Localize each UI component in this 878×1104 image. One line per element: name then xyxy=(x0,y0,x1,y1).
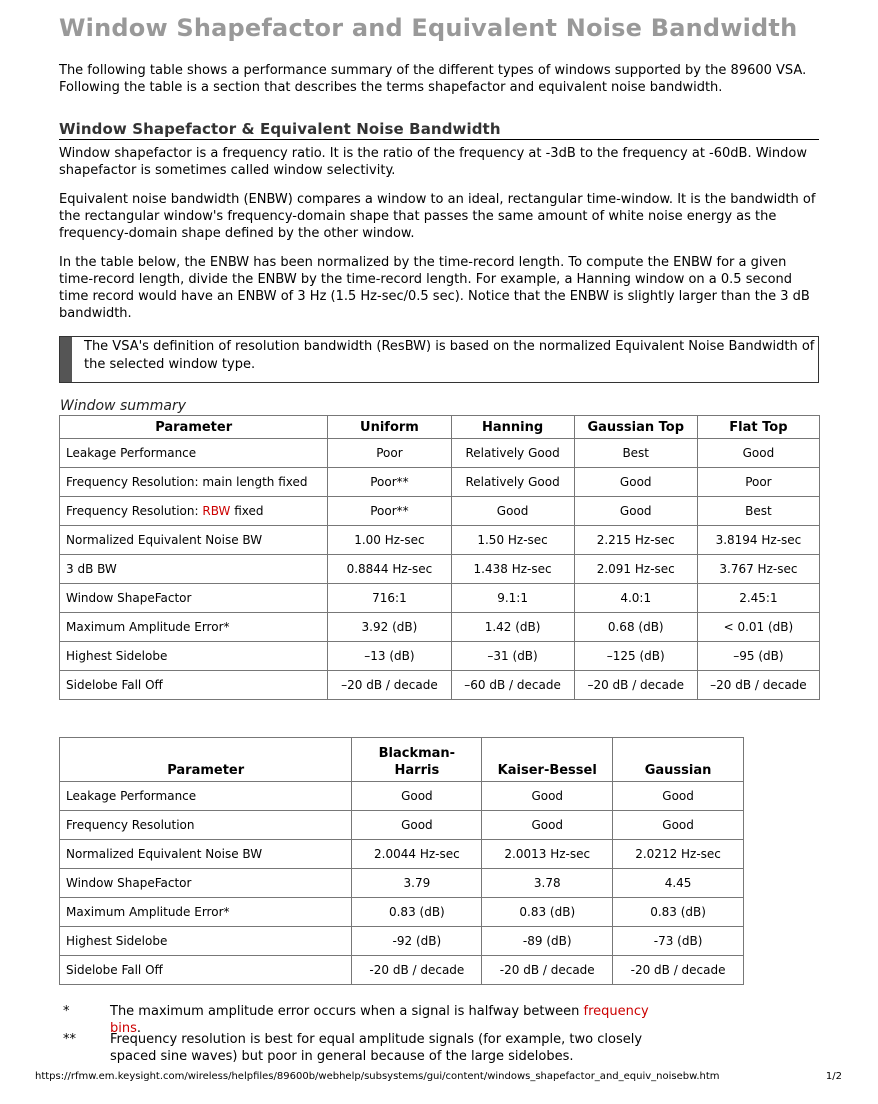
table-cell: 4.0:1 xyxy=(574,584,697,613)
table-cell: Good xyxy=(482,782,613,811)
column-header: Kaiser-Bessel xyxy=(482,738,613,782)
row-label: Highest Sidelobe xyxy=(60,642,328,671)
table-cell: 1.50 Hz-sec xyxy=(451,526,574,555)
table-row xyxy=(60,782,744,811)
table-cell: 3.92 (dB) xyxy=(328,613,451,642)
row-label: Window ShapeFactor xyxy=(60,869,352,898)
table-header-row xyxy=(60,738,744,782)
section-heading: Window Shapefactor & Equivalent Noise Bandwidth xyxy=(59,120,819,140)
table-cell: –95 (dB) xyxy=(697,642,819,671)
normalization-paragraph: In the table below, the ENBW has been normalized by the time-record length. To compute the ENBW for a given time-record length, divide the ENBW by the time-record length. For example, a Hanning window on a 0.5 second time record would have an ENBW of 3 Hz (1.5 Hz-sec/0.5 sec). Notice that the ENBW is slightly larger than the 3 dB bandwidth. xyxy=(59,255,810,321)
table-cell: 0.68 (dB) xyxy=(574,613,697,642)
note-bar xyxy=(60,337,72,382)
table-cell: Best xyxy=(697,497,819,526)
table-row xyxy=(60,811,744,840)
table-row xyxy=(60,869,744,898)
table-row xyxy=(60,468,820,497)
row-label: 3 dB BW xyxy=(60,555,328,584)
table-row xyxy=(60,497,820,526)
table-cell: Poor xyxy=(697,468,819,497)
row-label: Window ShapeFactor xyxy=(60,584,328,613)
page-title: Window Shapefactor and Equivalent Noise Bandwidth xyxy=(59,14,798,42)
table-cell: Poor xyxy=(328,439,451,468)
table-cell: 0.83 (dB) xyxy=(482,898,613,927)
table-cell: –125 (dB) xyxy=(574,642,697,671)
table-row xyxy=(60,840,744,869)
row-label: Leakage Performance xyxy=(60,439,328,468)
table-cell: Poor** xyxy=(328,468,451,497)
table-cell: 3.79 xyxy=(352,869,482,898)
table-cell: –31 (dB) xyxy=(451,642,574,671)
table-cell: 1.438 Hz-sec xyxy=(451,555,574,584)
table-cell: 2.0044 Hz-sec xyxy=(352,840,482,869)
intro-paragraph: The following table shows a performance summary of the different types of windows supported by the 89600 VSA. Following the table is a section that describes the terms shapefactor and equivalent noise bandwidth. xyxy=(59,63,807,95)
footnote-period: . xyxy=(136,1021,142,1036)
column-header: Uniform xyxy=(328,416,451,439)
footer-url: https://rfmw.em.keysight.com/wireless/helpfiles/89600b/webhelp/subsystems/gui/content/windows_shapefactor_and_equiv_noisebw.htm xyxy=(35,1071,720,1082)
table-cell: Good xyxy=(697,439,819,468)
row-label xyxy=(60,497,328,526)
table-row xyxy=(60,927,744,956)
table-cell: Poor** xyxy=(328,497,451,526)
table-cell: Good xyxy=(613,811,744,840)
footnote-mark: * xyxy=(63,1004,70,1019)
table-cell: –20 dB / decade xyxy=(328,671,451,700)
row-label-suffix: fixed xyxy=(230,504,264,518)
note-box xyxy=(59,336,819,383)
table-cell: 9.1:1 xyxy=(451,584,574,613)
table-cell: < 0.01 (dB) xyxy=(697,613,819,642)
row-label-text: Frequency Resolution: xyxy=(66,504,203,518)
table-cell: Good xyxy=(613,782,744,811)
table-cell: -73 (dB) xyxy=(613,927,744,956)
enbw-paragraph: Equivalent noise bandwidth (ENBW) compares a window to an ideal, rectangular time-window. It is the bandwidth of the rectangular window's frequency-domain shape that passes the same amount of white noise energy as the frequency-domain shape defined by the other window. xyxy=(59,192,816,241)
footnote-mark: ** xyxy=(63,1032,76,1047)
table-row xyxy=(60,526,820,555)
table-cell: –20 dB / decade xyxy=(574,671,697,700)
table-cell: -89 (dB) xyxy=(482,927,613,956)
table-cell: Relatively Good xyxy=(451,439,574,468)
table-cell: Best xyxy=(574,439,697,468)
table-cell: 3.767 Hz-sec xyxy=(697,555,819,584)
table-cell: 2.45:1 xyxy=(697,584,819,613)
row-label: Frequency Resolution: main length fixed xyxy=(60,468,328,497)
table-cell: -20 dB / decade xyxy=(613,956,744,985)
table-row xyxy=(60,584,820,613)
table-cell: -20 dB / decade xyxy=(352,956,482,985)
table-row xyxy=(60,439,820,468)
table-cell: 1.00 Hz-sec xyxy=(328,526,451,555)
column-header: Blackman-Harris xyxy=(352,738,482,782)
table-cell: –13 (dB) xyxy=(328,642,451,671)
rbw-link[interactable]: RBW xyxy=(202,504,231,518)
table-cell: Good xyxy=(352,811,482,840)
footnote-body: The maximum amplitude error occurs when a signal is halfway between xyxy=(110,1004,584,1019)
column-header: Parameter xyxy=(60,738,352,782)
table-cell: -20 dB / decade xyxy=(482,956,613,985)
table-cell: 0.83 (dB) xyxy=(352,898,482,927)
page-number: 1/2 xyxy=(825,1071,842,1082)
table-row xyxy=(60,613,820,642)
table-cell: 2.0013 Hz-sec xyxy=(482,840,613,869)
table-cell: Good xyxy=(352,782,482,811)
row-label: Maximum Amplitude Error* xyxy=(60,898,352,927)
table-caption: Window summary xyxy=(60,398,187,414)
table-cell: Relatively Good xyxy=(451,468,574,497)
table-row xyxy=(60,555,820,584)
column-header: Hanning xyxy=(451,416,574,439)
table-cell: 1.42 (dB) xyxy=(451,613,574,642)
window-summary-table-2 xyxy=(59,737,744,985)
table-row xyxy=(60,671,820,700)
table-cell: 3.78 xyxy=(482,869,613,898)
table-cell: Good xyxy=(451,497,574,526)
row-label: Maximum Amplitude Error* xyxy=(60,613,328,642)
table-cell: Good xyxy=(574,468,697,497)
table-cell: -92 (dB) xyxy=(352,927,482,956)
table-cell: 716:1 xyxy=(328,584,451,613)
table-cell: Good xyxy=(482,811,613,840)
table-cell: 0.83 (dB) xyxy=(613,898,744,927)
window-summary-table xyxy=(59,415,820,700)
footnote-text: Frequency resolution is best for equal amplitude signals (for example, two closely spaced sine waves) but poor in general because of the large sidelobes. xyxy=(110,1032,643,1064)
table-cell: 0.8844 Hz-sec xyxy=(328,555,451,584)
table-cell: –60 dB / decade xyxy=(451,671,574,700)
table-row xyxy=(60,898,744,927)
table-cell: 2.091 Hz-sec xyxy=(574,555,697,584)
frequency-bins-link[interactable]: frequency bins xyxy=(110,1004,649,1036)
row-label: Highest Sidelobe xyxy=(60,927,352,956)
table-cell: 2.0212 Hz-sec xyxy=(613,840,744,869)
column-header: Flat Top xyxy=(697,416,819,439)
table-cell: 4.45 xyxy=(613,869,744,898)
row-label: Leakage Performance xyxy=(60,782,352,811)
row-label: Sidelobe Fall Off xyxy=(60,671,328,700)
row-label: Sidelobe Fall Off xyxy=(60,956,352,985)
shapefactor-paragraph: Window shapefactor is a frequency ratio. It is the ratio of the frequency at -3dB to the frequency at -60dB. Window shapefactor is sometimes called window selectivity. xyxy=(59,146,807,178)
row-label: Normalized Equivalent Noise BW xyxy=(60,840,352,869)
column-header: Parameter xyxy=(60,416,328,439)
table-cell: 3.8194 Hz-sec xyxy=(697,526,819,555)
table-header-row xyxy=(60,416,820,439)
column-header: Gaussian xyxy=(613,738,744,782)
table-cell: Good xyxy=(574,497,697,526)
table-row xyxy=(60,642,820,671)
table-cell: –20 dB / decade xyxy=(697,671,819,700)
column-header: Gaussian Top xyxy=(574,416,697,439)
row-label: Frequency Resolution xyxy=(60,811,352,840)
row-label: Normalized Equivalent Noise BW xyxy=(60,526,328,555)
table-cell: 2.215 Hz-sec xyxy=(574,526,697,555)
note-text: The VSA's definition of resolution bandwidth (ResBW) is based on the normalized Equivalent Noise Bandwidth of the selected window type. xyxy=(84,339,815,372)
table-row xyxy=(60,956,744,985)
